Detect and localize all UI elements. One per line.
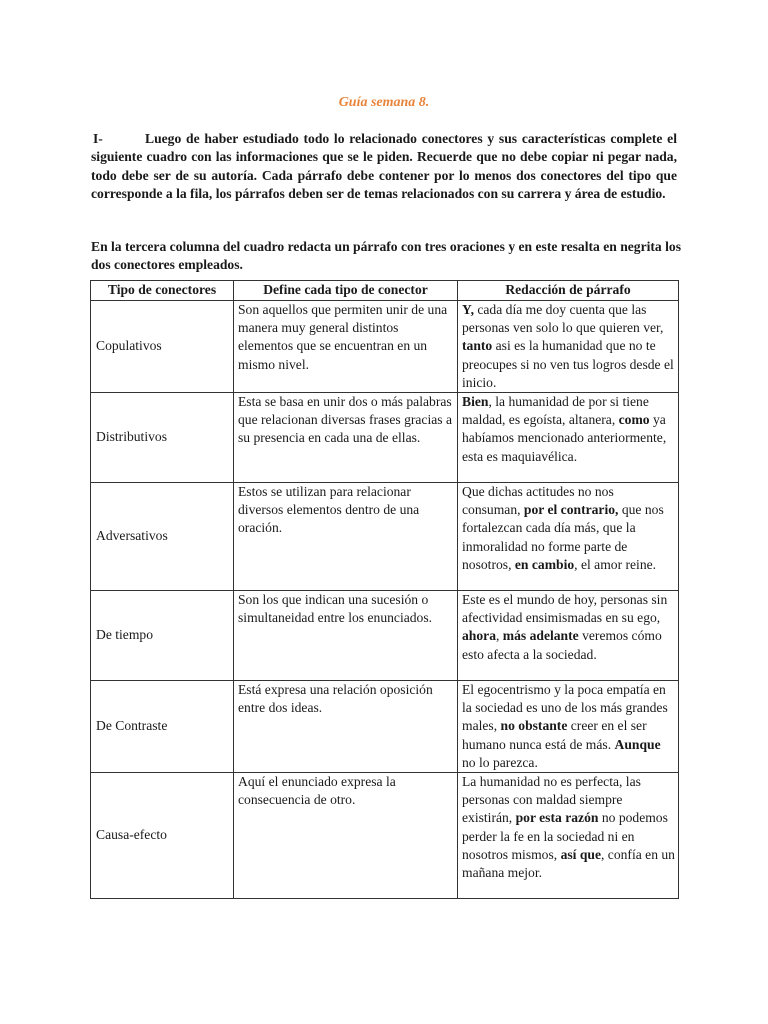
connector-type: Distributivos <box>91 393 234 483</box>
connector-paragraph <box>458 591 679 681</box>
paragraph-text: veremos cómo esto afecta a la sociedad. <box>462 628 662 662</box>
table-row <box>91 591 679 681</box>
connector-word: por esta razón <box>515 810 599 826</box>
paragraph-text: ya habíamos mencionado anteriormente, esta es maquiavélica. <box>462 412 667 464</box>
paragraph-text: La humanidad no es perfecta, las personas con maldad siempre existirán, <box>462 774 641 826</box>
connector-word: por el contrario, <box>523 502 619 518</box>
connector-definition: Estos se utilizan para relacionar diversos elementos dentro de una oración. <box>234 483 458 591</box>
header-paragraph: Redacción de párrafo <box>458 281 679 301</box>
connector-definition: Aquí el enunciado expresa la consecuencia de otro. <box>234 773 458 899</box>
paragraph-text: no podemos perder la fe en la sociedad ni en nosotros mismos, <box>462 810 668 862</box>
paragraph-text: , el amor reine. <box>574 556 657 572</box>
connector-type: De Contraste <box>91 681 234 773</box>
header-type: Tipo de conectores <box>91 281 234 301</box>
paragraph-text: Que dichas actitudes no nos consuman, <box>462 484 614 518</box>
connector-word: tanto <box>462 338 493 354</box>
connector-word: como <box>618 412 650 428</box>
connectors-table <box>90 280 679 899</box>
paragraph-text: , <box>495 628 503 644</box>
connector-word: más adelante <box>502 628 579 644</box>
paragraph-text: Este es el mundo de hoy, personas sin afectividad ensimismadas en su ego, <box>462 592 668 626</box>
connector-word: en cambio <box>514 556 575 572</box>
connector-definition: Son aquellos que permiten unir de una manera muy general distintos elementos que se encuentran en un mismo nivel. <box>234 301 458 393</box>
section-number: I- <box>93 131 103 146</box>
connector-type: Adversativos <box>91 483 234 591</box>
paragraph-text: creer en el ser humano nunca está de más. <box>462 718 647 752</box>
paragraph-text: , la humanidad de por si tiene maldad, es egoísta, altanera, <box>462 394 649 428</box>
table-row <box>91 393 679 483</box>
paragraph-text: no lo parezca. <box>462 754 538 770</box>
table-header-row <box>91 281 679 301</box>
table-row <box>91 681 679 773</box>
connector-word: Y, <box>462 302 474 317</box>
paragraph-text: El egocentrismo y la poca empatía en la sociedad es uno de los más grandes males, <box>462 682 668 734</box>
connector-word: no obstante <box>500 718 568 734</box>
connector-type: Causa-efecto <box>91 773 234 899</box>
paragraph-text: , confía en un mañana mejor. <box>462 846 675 881</box>
instructions-paragraph-2: En la tercera columna del cuadro redacta un párrafo con tres oraciones y en este resalta en negrita los dos conectores empleados. <box>91 239 681 273</box>
connector-type: De tiempo <box>91 591 234 681</box>
paragraph-text: que nos fortalezcan cada día más, que la inmoralidad no forme parte de nosotros, <box>462 502 664 572</box>
connector-word: Bien <box>462 394 489 410</box>
paragraph-text: cada día me doy cuenta que las personas ven solo lo que quieren ver, <box>462 302 664 336</box>
connector-paragraph <box>458 301 679 393</box>
connector-type: Copulativos <box>91 301 234 393</box>
connector-word: Aunque <box>614 736 661 752</box>
connector-paragraph <box>458 393 679 483</box>
connector-paragraph <box>458 773 679 899</box>
connector-definition: Esta se basa en unir dos o más palabras que relacionan diversas frases gracias a su presencia en cada una de ellas. <box>234 393 458 483</box>
connector-definition: Son los que indican una sucesión o simultaneidad entre los enunciados. <box>234 591 458 681</box>
table-row <box>91 301 679 393</box>
instructions-paragraph <box>91 130 677 203</box>
page-title: Guía semana 8. <box>338 95 430 110</box>
table-row <box>91 773 679 899</box>
table-row <box>91 483 679 591</box>
connector-word: ahora <box>462 628 496 644</box>
connector-paragraph <box>458 681 679 773</box>
connector-definition: Está expresa una relación oposición entre dos ideas. <box>234 681 458 773</box>
paragraph-text: asi es la humanidad que no te preocupes si no ven tus logros desde el inicio. <box>462 338 674 390</box>
connector-paragraph <box>458 483 679 591</box>
instructions-text: Luego de haber estudiado todo lo relacionado conectores y sus características complete el siguiente cuadro con las informaciones que se le piden. Recuerde que no debe copiar ni pegar nada, todo debe ser de su autoría. Cada párrafo debe contener por lo menos dos conectores del tipo que corresponde a la fila, los párrafos deben ser de temas relacionados con su carrera y área de estudio. <box>91 131 677 201</box>
connector-word: así que <box>560 846 601 862</box>
header-definition: Define cada tipo de conector <box>234 281 458 301</box>
